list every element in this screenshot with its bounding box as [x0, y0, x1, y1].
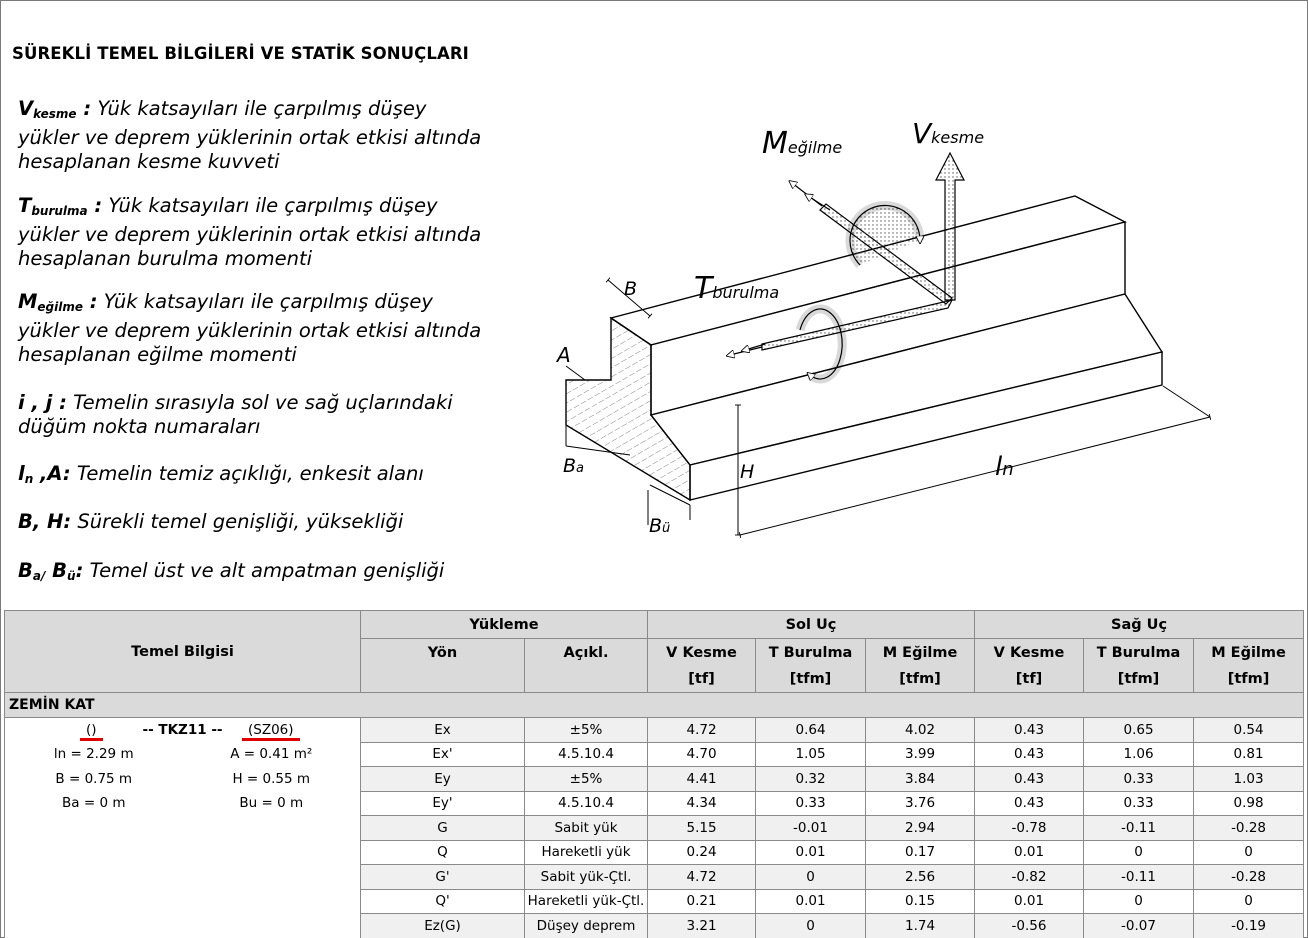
legend-v-sub: kesme — [33, 107, 77, 121]
legend-m-symbol: M — [18, 290, 38, 313]
cell-st: 0 — [756, 914, 866, 938]
cell-acikl: Düşey deprem — [525, 914, 648, 938]
cell-sm: 2.56 — [866, 865, 975, 890]
left-node: () — [80, 722, 103, 741]
cell-rm: 0 — [1194, 840, 1304, 865]
legend-ln-a — [18, 462, 424, 491]
legend-bh-symbol: B, H: — [18, 510, 72, 533]
header-sag-t-unit: [tfm] — [1117, 671, 1160, 687]
legend-m-sub: eğilme — [37, 300, 84, 314]
cell-yon: Ex — [361, 718, 525, 743]
cell-sm: 3.99 — [866, 742, 975, 767]
legend-v-line2: yükler ve deprem yüklerinin ortak etkisi altında — [18, 126, 482, 149]
cell-st: -0.01 — [756, 816, 866, 841]
legend-bu-symbol: B — [45, 559, 68, 582]
header-yon: Yön — [361, 639, 525, 693]
legend-t-symbol: T — [18, 194, 32, 217]
cell-rv: -0.78 — [975, 816, 1084, 841]
header-sag-t-label: T Burulma — [1096, 645, 1181, 661]
info-h: H = 0.55 m — [232, 770, 311, 787]
legend-v-line3: hesaplanan kesme kuvveti — [18, 150, 280, 173]
diagram-v-label: V — [912, 117, 932, 150]
table-row — [5, 767, 1304, 792]
info-a: A = 0.41 m² — [230, 746, 313, 762]
legend-v-symbol: V — [18, 97, 34, 120]
header-sag-m-label: M Eğilme — [1211, 645, 1286, 661]
legend-v-line1: Yük katsayıları ile çarpılmış düşey — [91, 97, 427, 120]
legend-bh-line1: Sürekli temel genişliği, yüksekliği — [71, 510, 404, 533]
cell-yon: Ey — [361, 767, 525, 792]
cell-rv: 0.43 — [975, 742, 1084, 767]
table-row — [5, 889, 1304, 914]
cell-rv: 0.43 — [975, 791, 1084, 816]
cell-st: 0.64 — [756, 718, 866, 743]
header-sol-m-unit: [tfm] — [899, 671, 941, 687]
sep-left: -- — [142, 722, 159, 738]
page-title: SÜREKLİ TEMEL BİLGİLERİ VE STATİK SONUÇLARI — [12, 44, 469, 63]
temel-info-cell — [5, 718, 361, 743]
cell-rt: 1.06 — [1084, 742, 1194, 767]
info-bu: Bu = 0 m — [239, 795, 304, 811]
diagram-b-label: B — [624, 278, 638, 300]
cell-sv: 4.34 — [648, 791, 756, 816]
diagram-h-label: H — [740, 461, 755, 483]
cell-rt: -0.11 — [1084, 816, 1194, 841]
cell-rv: -0.56 — [975, 914, 1084, 938]
cell-acikl: Sabit yük-Çtl. — [525, 865, 648, 890]
cell-sv: 4.72 — [648, 718, 756, 743]
header-acikl: Açıkl. — [525, 639, 648, 693]
svg-text:ln — [995, 452, 1014, 482]
cell-rt: -0.07 — [1084, 914, 1194, 938]
cell-yon: Q' — [361, 889, 525, 914]
cell-sm: 0.17 — [866, 840, 975, 865]
svg-text:Meğilme — [762, 126, 842, 161]
svg-text:Tburulma — [694, 271, 779, 306]
table-row — [5, 914, 1304, 938]
cell-yon: Ey' — [361, 791, 525, 816]
cell-st: 0.01 — [756, 889, 866, 914]
cell-st: 1.05 — [756, 742, 866, 767]
legend-t-colon: : — [87, 194, 103, 217]
header-yukleme: Yükleme — [361, 611, 648, 639]
cell-yon: G' — [361, 865, 525, 890]
header-sol-m-label: M Eğilme — [882, 645, 958, 661]
section-zemin-kat: ZEMİN KAT — [5, 693, 1304, 718]
cell-rm: -0.28 — [1194, 816, 1304, 841]
cell-rv: 0.43 — [975, 767, 1084, 792]
cell-sm: 1.74 — [866, 914, 975, 938]
legend-t-line3: hesaplanan burulma momenti — [18, 247, 313, 270]
cell-rm: -0.19 — [1194, 914, 1304, 938]
svg-text:Vkesme — [912, 117, 984, 150]
cell-rm: 0.81 — [1194, 742, 1304, 767]
legend-t-line1: Yük katsayıları ile çarpılmış düşey — [102, 194, 438, 217]
legend-m-colon: : — [83, 290, 98, 313]
foundation-diagram — [550, 110, 1230, 550]
diagram-ba-label: B — [563, 455, 577, 477]
legend-ij-line2: düğüm nokta numaraları — [18, 415, 261, 438]
table-row — [5, 840, 1304, 865]
cell-sv: 3.21 — [648, 914, 756, 938]
cell-acikl: ±5% — [525, 767, 648, 792]
header-temel-bilgisi: Temel Bilgisi — [5, 611, 361, 693]
cell-acikl: 4.5.10.4 — [525, 742, 648, 767]
legend-t-line2: yükler ve deprem yüklerinin ortak etkisi altında — [18, 223, 482, 246]
temel-info-cell — [5, 767, 361, 792]
legend-ba-colon: : — [75, 559, 84, 582]
temel-info-cell — [5, 865, 361, 890]
header-sag-m-unit: [tfm] — [1227, 671, 1270, 687]
cell-st: 0.33 — [756, 791, 866, 816]
cell-rv: -0.82 — [975, 865, 1084, 890]
legend-ba-bu — [18, 559, 444, 588]
legend-m-line3: hesaplanan eğilme momenti — [18, 343, 297, 366]
legend-m-line1: Yük katsayıları ile çarpılmış düşey — [97, 290, 433, 313]
header-sol-m-egilme — [866, 639, 975, 693]
cell-sm: 3.76 — [866, 791, 975, 816]
header-sol-uc: Sol Uç — [648, 611, 975, 639]
cell-rv: 0.43 — [975, 718, 1084, 743]
legend-m-line2: yükler ve deprem yüklerinin ortak etkisi altında — [18, 319, 482, 342]
cell-yon: Q — [361, 840, 525, 865]
temel-info-cell — [5, 840, 361, 865]
cell-acikl: ±5% — [525, 718, 648, 743]
cell-acikl: Hareketli yük-Çtl. — [525, 889, 648, 914]
cell-sm: 2.94 — [866, 816, 975, 841]
diagram-t-label: T — [694, 271, 713, 306]
diagram-ba-sub: a — [576, 461, 585, 476]
diagram-m-label: M — [762, 126, 788, 161]
legend-m-egilme — [18, 290, 481, 367]
header-sol-v-kesme — [648, 639, 756, 693]
legend-ln-sub: n — [24, 472, 34, 486]
table-row — [5, 816, 1304, 841]
diagram-t-sub: burulma — [712, 283, 780, 302]
temel-name: TKZ11 — [158, 722, 207, 738]
legend-v-kesme — [18, 97, 481, 174]
cell-sm: 0.15 — [866, 889, 975, 914]
cell-rv: 0.01 — [975, 889, 1084, 914]
temel-info-cell — [5, 791, 361, 816]
header-sag-m-egilme — [1194, 639, 1304, 693]
legend-bu-sub: ü — [67, 569, 76, 583]
header-sag-v-kesme — [975, 639, 1084, 693]
cell-st: 0.01 — [756, 840, 866, 865]
cell-st: 0 — [756, 865, 866, 890]
cell-rm: 0 — [1194, 889, 1304, 914]
temel-info-cell — [5, 914, 361, 938]
header-sol-t-burulma — [756, 639, 866, 693]
cell-rv: 0.01 — [975, 840, 1084, 865]
legend-bh — [18, 510, 403, 534]
header-sol-v-unit: [tf] — [688, 671, 715, 687]
table-row — [5, 865, 1304, 890]
cell-sv: 0.21 — [648, 889, 756, 914]
cell-rt: 0 — [1084, 889, 1194, 914]
cell-sv: 4.41 — [648, 767, 756, 792]
cell-sm: 4.02 — [866, 718, 975, 743]
header-sag-t-burulma — [1084, 639, 1194, 693]
cell-acikl: Sabit yük — [525, 816, 648, 841]
table-row — [5, 742, 1304, 767]
sep-right: -- — [206, 722, 223, 738]
cell-sv: 0.24 — [648, 840, 756, 865]
legend-ij-symbol: i , j : — [18, 391, 67, 414]
temel-info-cell — [5, 816, 361, 841]
header-sol-t-label: T Burulma — [768, 645, 853, 661]
legend-t-sub: burulma — [31, 204, 88, 218]
header-sol-t-unit: [tfm] — [789, 671, 832, 687]
legend-ln-symbol: l — [18, 462, 25, 485]
legend-ij — [18, 391, 453, 439]
cell-acikl: Hareketli yük — [525, 840, 648, 865]
cell-sv: 4.72 — [648, 865, 756, 890]
header-sag-v-label: V Kesme — [993, 645, 1065, 661]
cell-yon: Ex' — [361, 742, 525, 767]
table-row — [5, 791, 1304, 816]
cell-rt: 0 — [1084, 840, 1194, 865]
header-sol-v-label: V Kesme — [666, 645, 737, 661]
legend-ln-line1: Temelin temiz açıklığı, enkesit alanı — [70, 462, 424, 485]
cell-rm: 0.54 — [1194, 718, 1304, 743]
cell-rt: 0.33 — [1084, 767, 1194, 792]
cell-rt: -0.11 — [1084, 865, 1194, 890]
diagram-bu-sub: ü — [662, 521, 671, 536]
svg-text:Ba — [563, 455, 584, 477]
diagram-bu-label: B — [649, 515, 663, 537]
diagram-a-label: A — [557, 343, 571, 367]
right-node: (SZ06) — [242, 722, 300, 741]
cell-yon: G — [361, 816, 525, 841]
legend-t-burulma — [18, 194, 481, 271]
cell-sv: 4.70 — [648, 742, 756, 767]
cell-rt: 0.65 — [1084, 718, 1194, 743]
diagram-v-sub: kesme — [931, 128, 985, 147]
legend-v-colon: : — [76, 97, 92, 120]
cell-st: 0.32 — [756, 767, 866, 792]
info-ba: Ba = 0 m — [62, 795, 126, 811]
temel-info-cell — [5, 889, 361, 914]
cell-sm: 3.84 — [866, 767, 975, 792]
diagram-ln-label: l — [995, 452, 1003, 482]
cell-acikl: 4.5.10.4 — [525, 791, 648, 816]
cell-rm: 0.98 — [1194, 791, 1304, 816]
legend-ba-line1: Temel üst ve alt ampatman genişliği — [83, 559, 445, 582]
table-row — [5, 718, 1304, 743]
cell-rt: 0.33 — [1084, 791, 1194, 816]
diagram-ln-sub: n — [1002, 459, 1014, 480]
legend-ba-sub: a/ — [32, 569, 46, 583]
cell-yon: Ez(G) — [361, 914, 525, 938]
legend-ln-symbol2: ,A: — [33, 462, 71, 485]
cell-rm: 1.03 — [1194, 767, 1304, 792]
info-ln: ln = 2.29 m — [53, 746, 134, 762]
cell-rm: -0.28 — [1194, 865, 1304, 890]
header-sag-v-unit: [tf] — [1015, 671, 1043, 687]
temel-info-cell — [5, 742, 361, 767]
legend-ij-line1: Temelin sırasıyla sol ve sağ uçlarındaki — [66, 391, 453, 414]
cell-sv: 5.15 — [648, 816, 756, 841]
temel-id-line — [5, 722, 360, 738]
info-b: B = 0.75 m — [55, 770, 133, 787]
header-sag-uc: Sağ Uç — [975, 611, 1304, 639]
svg-text:Bü — [649, 515, 670, 537]
diagram-m-sub: eğilme — [787, 138, 843, 157]
legend-ba-symbol: B — [18, 559, 33, 582]
results-table — [4, 610, 1304, 938]
